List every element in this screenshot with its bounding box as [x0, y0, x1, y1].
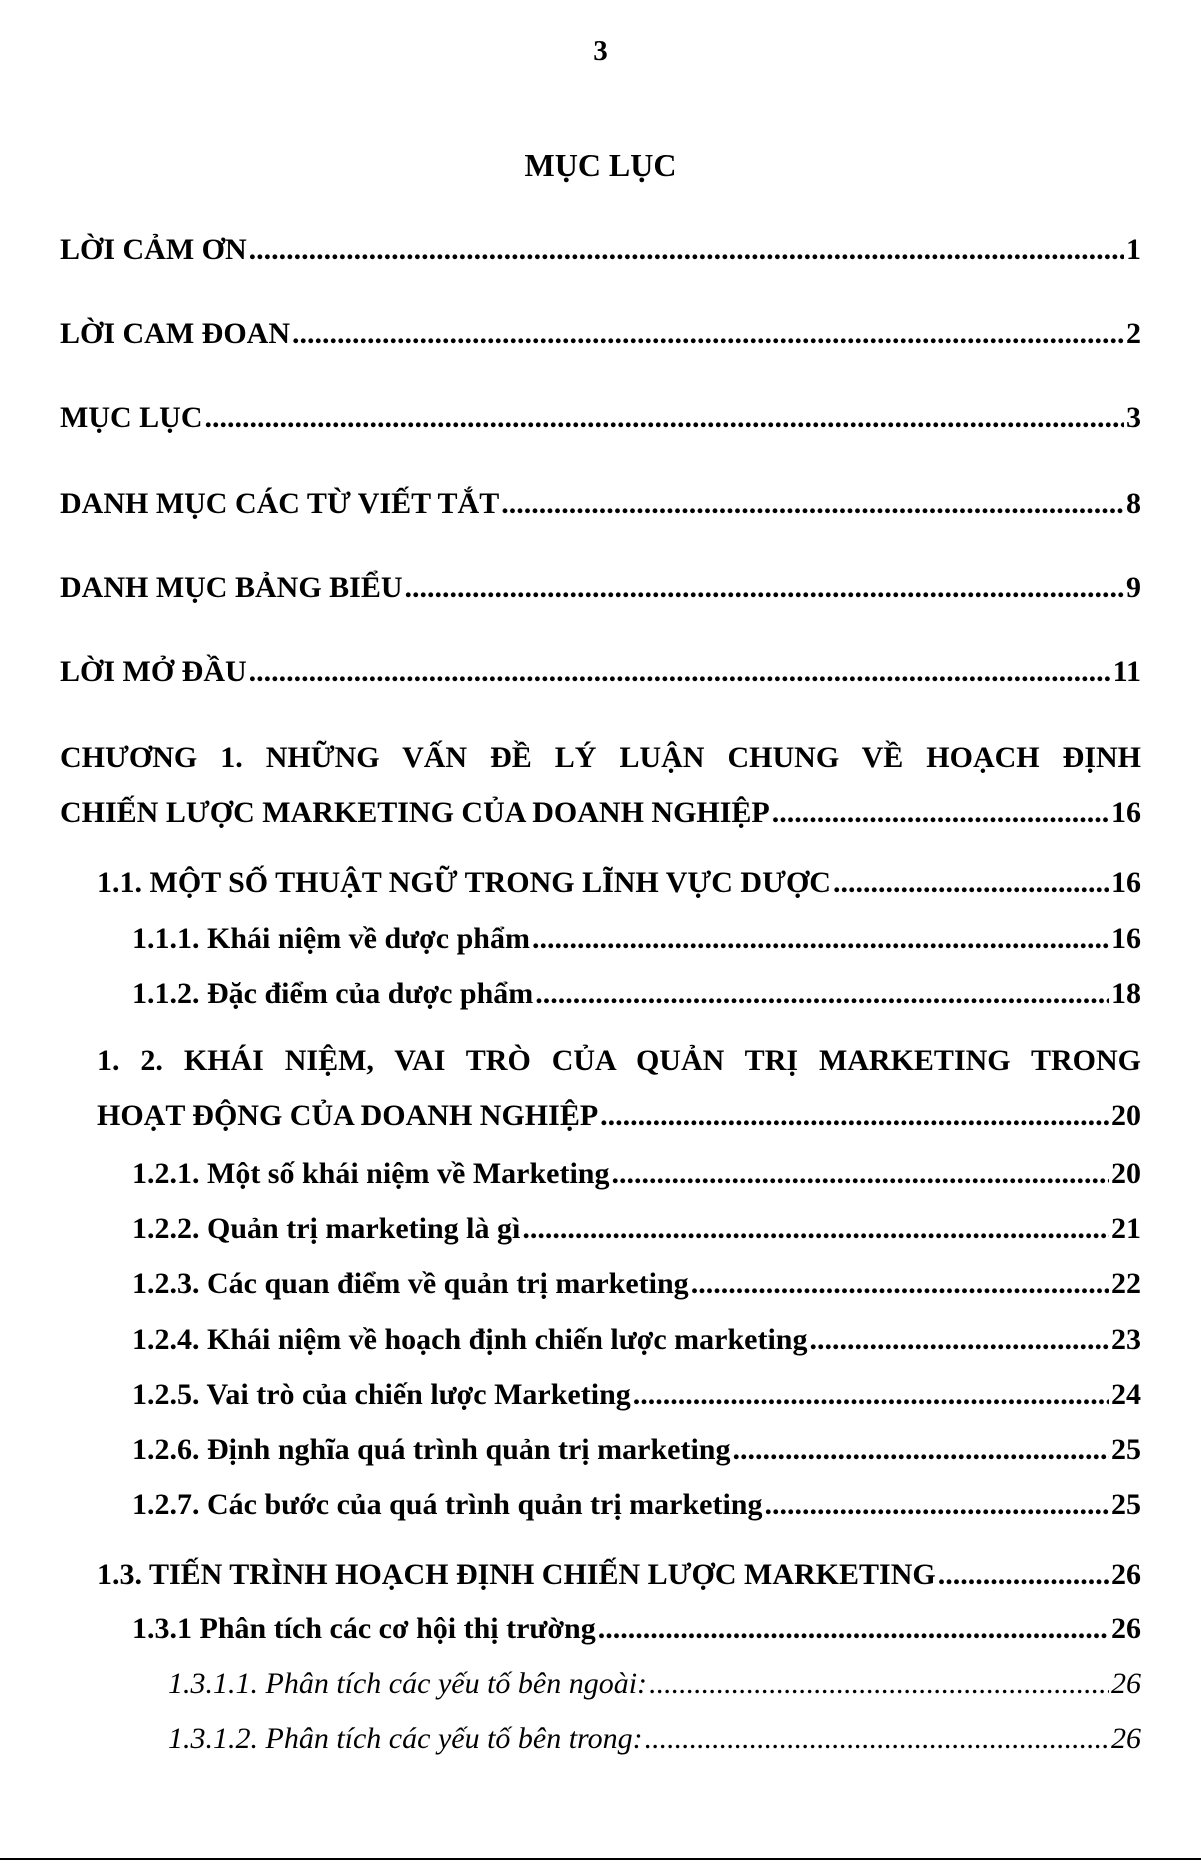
toc-entry-text: DANH MỤC CÁC TỪ VIẾT TẮT [60, 487, 500, 520]
toc-entry-page: 1 [1126, 233, 1141, 266]
toc-entry-1-2-1[interactable] [132, 1154, 1141, 1194]
dot-leader [249, 652, 1111, 692]
toc-entry-page: 20 [1111, 1099, 1141, 1132]
toc-entry-text: 1.3.1.2. Phân tích các yếu tố bên trong: [168, 1722, 643, 1755]
toc-entry-1-2-6[interactable] [132, 1430, 1141, 1470]
toc-entry-text-line1: CHƯƠNG 1. NHỮNG VẤN ĐỀ LÝ LUẬN CHUNG VỀ HOẠCH ĐỊNH [60, 741, 1141, 774]
dot-leader [732, 1430, 1109, 1470]
toc-entry-text: 1.2.7. Các bước của quá trình quản trị marketing [132, 1488, 763, 1521]
dot-leader [535, 974, 1109, 1014]
toc-entry-text: 1.2.5. Vai trò của chiến lược Marketing [132, 1378, 631, 1411]
toc-entry-text: 1.1. MỘT SỐ THUẬT NGỮ TRONG LĨNH VỰC DƯỢC [97, 866, 831, 899]
toc-entry-1-3-1[interactable] [132, 1609, 1141, 1649]
toc-entry-loi-cam-doan[interactable] [60, 314, 1141, 354]
toc-entry-page: 9 [1126, 571, 1141, 604]
toc-entry-page: 25 [1111, 1433, 1141, 1466]
toc-entry-chuong-1[interactable] [60, 738, 1141, 833]
dot-leader [649, 1664, 1109, 1704]
toc-entry-text: 1.2.4. Khái niệm về hoạch định chiến lược marketing [132, 1323, 808, 1356]
toc-entry-1-2-3[interactable] [132, 1264, 1141, 1304]
dot-leader [633, 1375, 1109, 1415]
toc-entry-1-2[interactable] [97, 1041, 1141, 1136]
toc-entry-danh-muc-tu-viet-tat[interactable] [60, 484, 1141, 524]
toc-entry-1-2-5[interactable] [132, 1375, 1141, 1415]
dot-leader [764, 1485, 1109, 1525]
toc-entry-text: MỤC LỤC [60, 401, 203, 434]
toc-title: MỤC LỤC [524, 147, 677, 183]
toc-entry-text: 1.2.1. Một số khái niệm về Marketing [132, 1157, 610, 1190]
toc-entry-loi-cam-on[interactable] [60, 230, 1141, 270]
toc-entry-1-3-1-2[interactable] [168, 1719, 1141, 1759]
toc-entry-text: LỜI CẢM ƠN [60, 233, 247, 266]
toc-entry-1-3[interactable] [97, 1555, 1141, 1595]
toc-entry-text: LỜI MỞ ĐẦU [60, 655, 247, 688]
dot-leader [532, 919, 1109, 959]
dot-leader [292, 314, 1124, 354]
toc-entry-text: DANH MỤC BẢNG BIỂU [60, 571, 403, 604]
toc-entry-page: 26 [1111, 1558, 1141, 1591]
dot-leader [205, 398, 1125, 438]
dot-leader [772, 793, 1109, 833]
toc-entry-text: CHIẾN LƯỢC MARKETING CỦA DOANH NGHIỆP [60, 796, 770, 829]
toc-entry-loi-mo-dau[interactable] [60, 652, 1141, 692]
toc-entry-page: 25 [1111, 1488, 1141, 1521]
toc-entry-text: 1.1.2. Đặc điểm của dược phẩm [132, 977, 534, 1010]
toc-entry-page: 11 [1112, 655, 1141, 688]
dot-leader [522, 1209, 1109, 1249]
toc-entry-text: 1.2.3. Các quan điểm về quản trị marketing [132, 1267, 689, 1300]
dot-leader [691, 1264, 1109, 1304]
toc-entry-page: 16 [1111, 866, 1141, 899]
bottom-border [0, 1858, 1201, 1860]
toc-entry-text: LỜI CAM ĐOAN [60, 317, 290, 350]
toc-entry-page: 20 [1111, 1157, 1141, 1190]
page-number: 3 [593, 35, 608, 67]
toc-entry-text: 1.3.1.1. Phân tích các yếu tố bên ngoài: [168, 1667, 648, 1700]
toc-entry-page: 21 [1111, 1212, 1141, 1245]
toc-entry-text: 1.3.1 Phân tích các cơ hội thị trường [132, 1612, 596, 1645]
dot-leader [501, 484, 1124, 524]
toc-entry-1-1-2[interactable] [132, 974, 1141, 1014]
toc-entry-page: 26 [1111, 1722, 1141, 1755]
dot-leader [645, 1719, 1109, 1759]
toc-entry-text: 1.2.2. Quản trị marketing là gì [132, 1212, 521, 1245]
dot-leader [600, 1096, 1109, 1136]
dot-leader [833, 863, 1109, 903]
dot-leader [598, 1609, 1109, 1649]
dot-leader [809, 1320, 1109, 1360]
toc-entry-muc-luc[interactable] [60, 398, 1141, 438]
toc-entry-text: 1.3. TIẾN TRÌNH HOẠCH ĐỊNH CHIẾN LƯỢC MARKETING [97, 1558, 936, 1591]
toc-entry-page: 26 [1111, 1667, 1141, 1700]
toc-entry-page: 24 [1111, 1378, 1141, 1411]
toc-entry-page: 16 [1111, 922, 1141, 955]
toc-entry-page: 2 [1126, 317, 1141, 350]
dot-leader [938, 1555, 1109, 1595]
toc-entry-1-2-2[interactable] [132, 1209, 1141, 1249]
toc-entry-page: 3 [1126, 401, 1141, 434]
toc-entry-page: 8 [1126, 487, 1141, 520]
toc-entry-text: 1.2.6. Định nghĩa quá trình quản trị marketing [132, 1433, 731, 1466]
toc-entry-page: 26 [1111, 1612, 1141, 1645]
toc-entry-text-line1: 1. 2. KHÁI NIỆM, VAI TRÒ CỦA QUẢN TRỊ MARKETING TRONG [97, 1044, 1141, 1077]
toc-entry-danh-muc-bang-bieu[interactable] [60, 568, 1141, 608]
toc-entry-page: 22 [1111, 1267, 1141, 1300]
toc-entry-1-3-1-1[interactable] [168, 1664, 1141, 1704]
dot-leader [249, 230, 1124, 270]
dot-leader [405, 568, 1124, 608]
toc-entry-text: HOẠT ĐỘNG CỦA DOANH NGHIỆP [97, 1099, 599, 1132]
toc-entry-page: 16 [1111, 796, 1141, 829]
toc-entry-1-1[interactable] [97, 863, 1141, 903]
toc-entry-1-2-7[interactable] [132, 1485, 1141, 1525]
toc-entry-page: 23 [1111, 1323, 1141, 1356]
toc-entry-1-2-4[interactable] [132, 1320, 1141, 1360]
dot-leader [611, 1154, 1109, 1194]
toc-entry-page: 18 [1111, 977, 1141, 1010]
toc-entry-text: 1.1.1. Khái niệm về dược phẩm [132, 922, 530, 955]
toc-entry-1-1-1[interactable] [132, 919, 1141, 959]
